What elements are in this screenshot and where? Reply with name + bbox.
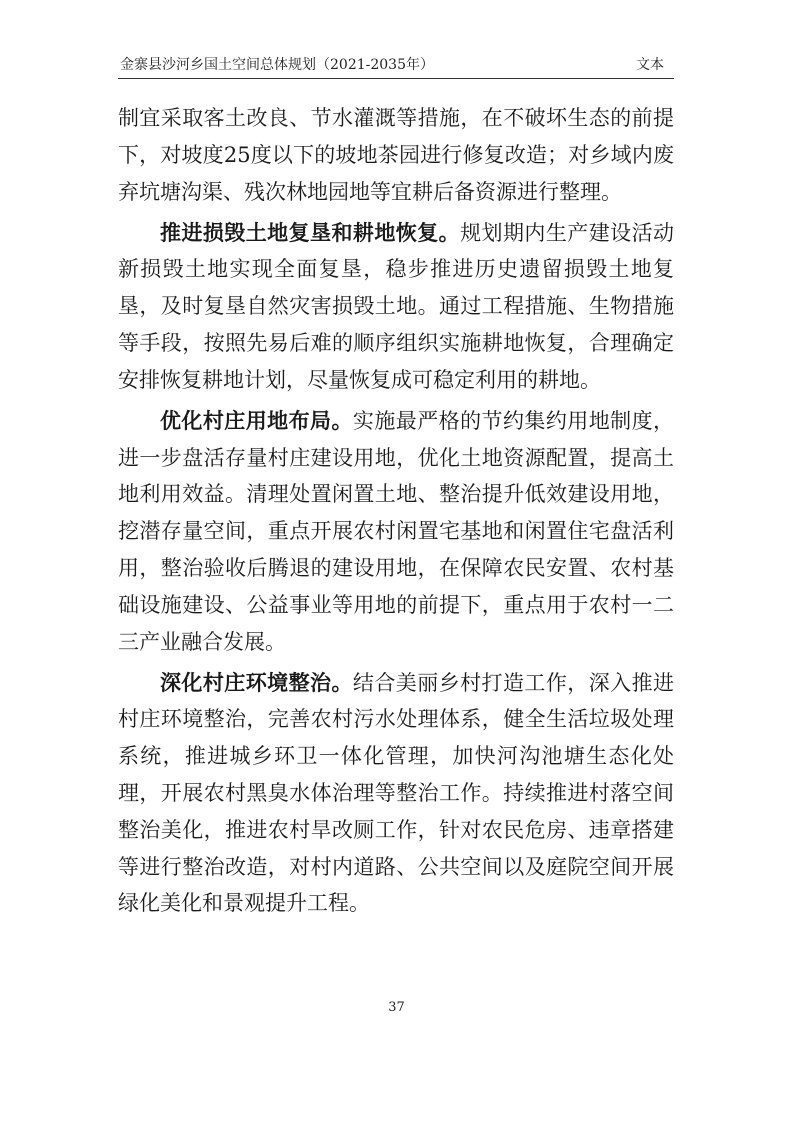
page-number: 37 <box>388 1000 405 1015</box>
paragraph-heading: 优化村庄用地布局。 <box>160 407 353 433</box>
paragraph-heading: 推进损毁土地复垦和耕地恢复。 <box>160 219 461 245</box>
document-title: 金寨县沙河乡国土空间总体规划（2021-2035年） <box>120 57 434 73</box>
paragraph-land-reclamation <box>118 215 674 399</box>
paragraph-continuation <box>118 100 674 210</box>
paragraph-text: 制宜采取客土改良、节水灌溉等措施，在不破坏生态的前提下，对坡度25度以下的坡地茶园进行修复改造；对乡域内废弃坑塘沟渠、残次林地园地等宜耕后备资源进行整理。 <box>118 106 674 204</box>
section-label: 文本 <box>636 57 664 73</box>
page-header <box>118 56 674 79</box>
paragraph-village-layout <box>118 403 674 661</box>
paragraph-text: 结合美丽乡村打造工作，深入推进村庄环境整治，完善农村污水处理体系，健全生活垃圾处理系统，推进城乡环卫一体化管理，加快河沟池塘生态化处理，开展农村黑臭水体治理等整治工作。持续推进村落空间整治美化，推进农村旱改厕工作，针对农民危房、违章搭建等进行整治改造，对村内道路、公共空间以及庭院空间开展绿化美化和景观提升工程。 <box>118 670 675 916</box>
paragraph-heading: 深化村庄环境整治。 <box>160 669 353 695</box>
paragraph-text: 规划期内生产建设活动新损毁土地实现全面复垦，稳步推进历史遗留损毁土地复垦，及时复垦自然灾害损毁土地。通过工程措施、生物措施等手段，按照先易后难的顺序组织实施耕地恢复，合理确定安排恢复耕地计划，尽量恢复成可稳定利用的耕地。 <box>118 220 675 392</box>
paragraph-village-environment <box>118 665 674 923</box>
paragraph-text: 实施最严格的节约集约用地制度，进一步盘活存量村庄建设用地，优化土地资源配置，提高土地利用效益。清理处置闲置土地、整治提升低效建设用地，挖潜存量空间，重点开展农村闲置宅基地和闲置住宅盘活利用，整治验收后腾退的建设用地，在保障农民安置、农村基础设施建设、公益事业等用地的前提下，重点用于农村一二三产业融合发展。 <box>118 408 675 654</box>
body-text <box>118 100 674 926</box>
